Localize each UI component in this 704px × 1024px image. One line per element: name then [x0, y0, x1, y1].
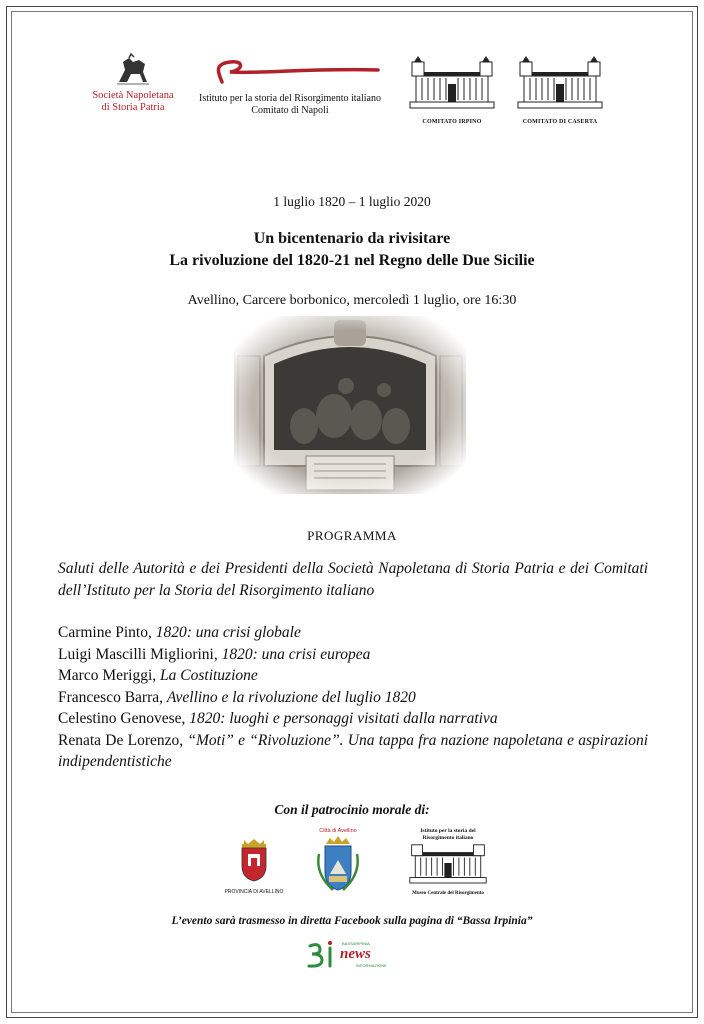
- greeting-text: Saluti delle Autorità e dei Presidenti della Società Napoletana di Storia Patria e dei Comitati dell’Istituto per la Storia del Risorgimento italiano: [58, 560, 648, 599]
- talk-title: “Moti” e “Rivoluzione”. Una tappa fra nazione napoletana e aspirazioni indipendentistiche: [58, 731, 648, 770]
- news-wordmark: news: [340, 946, 371, 962]
- committee-caserta-label: COMITATO DI CASERTA: [522, 119, 598, 125]
- isri-line1: Istituto per la storia del Risorgimento italiano: [198, 93, 381, 104]
- bassa-irpinia-news-logo: [306, 940, 398, 970]
- museo-risorgimento-logo: [404, 828, 492, 896]
- news-small-top: BASSAIRPINIA: [342, 941, 370, 946]
- province-caption: PROVINCIA DI AVELLINO: [224, 889, 284, 895]
- red-swoosh-icon: [200, 58, 380, 84]
- speaker-name: Renata De Lorenzo,: [58, 731, 184, 749]
- bas-relief-photo: [234, 316, 466, 494]
- museo-caption-bottom: Museo Centrale del Risorgimento: [412, 891, 484, 896]
- comitato-irpino-logo: [408, 54, 496, 125]
- title-line1: Un bicentenario da rivisitare: [253, 230, 451, 247]
- speaker-item: [58, 622, 648, 644]
- horse-emblem-icon: [111, 52, 155, 88]
- speaker-name: Marco Meriggi,: [58, 667, 157, 684]
- speaker-name: Celestino Genovese,: [58, 710, 186, 727]
- speaker-name: Carmine Pinto,: [58, 624, 152, 641]
- talk-title: Avellino e la rivoluzione del luglio 1820: [166, 688, 416, 706]
- speaker-name: Luigi Mascilli Migliorini,: [58, 645, 218, 663]
- speaker-name: Francesco Barra,: [58, 688, 164, 706]
- event-venue: Avellino, Carcere borbonico, mercoledì 1 luglio, ore 16:30: [187, 293, 517, 308]
- event-title: [30, 228, 674, 272]
- programma-heading: PROGRAMMA: [307, 528, 397, 543]
- broadcast-notice: L’evento sarà trasmesso in diretta Facebook sulla pagina di “Bassa Irpinia”: [171, 915, 533, 927]
- talk-title: 1820: una crisi europea: [221, 645, 371, 663]
- event-dates: 1 luglio 1820 – 1 luglio 2020: [273, 194, 431, 209]
- provincia-avellino-logo: [224, 838, 284, 895]
- museo-caption-top: Istituto per la storia del Risorgimento italiano: [420, 828, 476, 841]
- comitato-caserta-logo: [516, 54, 604, 125]
- news-small-bottom: INFORMAZIONE: [356, 963, 387, 968]
- talk-title: 1820: luoghi e personaggi visitati dalla narrativa: [189, 710, 498, 727]
- speaker-item: [58, 730, 648, 773]
- speaker-item: [58, 687, 648, 709]
- vittoriano-monument-icon: [516, 54, 604, 112]
- talk-title: 1820: una crisi globale: [155, 624, 301, 641]
- speaker-item: [58, 708, 648, 730]
- speaker-item: [58, 665, 648, 687]
- bi-monogram-icon: [306, 940, 340, 970]
- citta-avellino-logo: [308, 828, 368, 899]
- vittoriano-monument-icon: [408, 841, 488, 885]
- isri-logo: [190, 58, 390, 117]
- city-crest-icon: [313, 834, 363, 894]
- vittoriano-monument-icon: [408, 54, 496, 112]
- speaker-item: [58, 644, 648, 666]
- speaker-list: [58, 622, 648, 773]
- talk-title: La Costituzione: [160, 667, 258, 684]
- title-line2: La rivoluzione del 1820-21 nel Regno delle Due Sicilie: [169, 252, 535, 269]
- snsp-name: Società Napoletana di Storia Patria: [92, 90, 174, 113]
- coat-of-arms-icon: [236, 838, 272, 882]
- patronage-label: Con il patrocinio morale di:: [274, 802, 430, 817]
- committee-irpino-label: COMITATO IRPINO: [422, 119, 482, 125]
- snsp-logo: [88, 52, 178, 114]
- city-caption: Città di Avellino: [319, 828, 357, 834]
- isri-line2: Comitato di Napoli: [251, 105, 329, 116]
